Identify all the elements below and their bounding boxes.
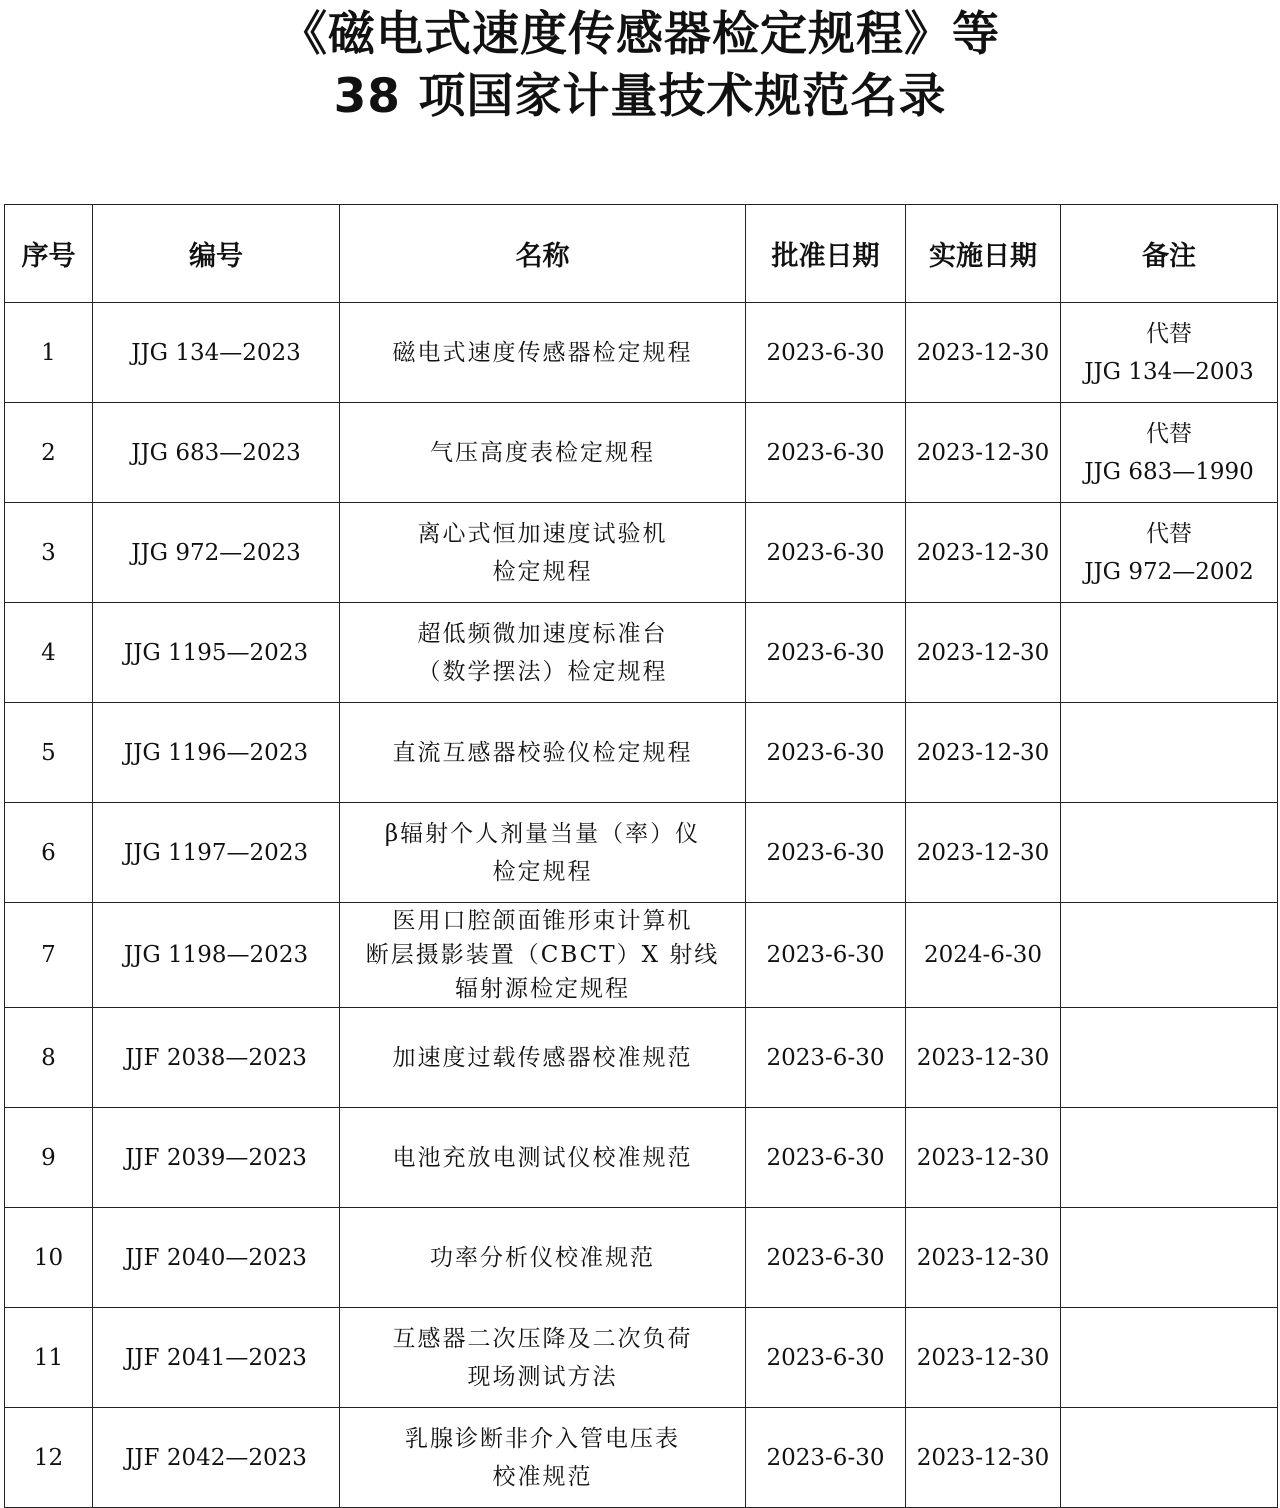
name-cell-line: 超低频微加速度标准台: [417, 620, 668, 647]
header-approval-date: 批准日期: [746, 205, 906, 303]
remarks-cell: [1061, 1408, 1278, 1508]
table-row: [5, 403, 1278, 503]
code-cell: JJG 683—2023: [93, 403, 340, 503]
approval-date-cell: 2023-6-30: [746, 403, 906, 503]
approval-date-cell: 2023-6-30: [746, 1108, 906, 1208]
effective-date-cell: 2023-12-30: [906, 603, 1061, 703]
header-remarks: 备注: [1061, 205, 1278, 303]
name-cell-line: （数学摆法）检定规程: [417, 658, 668, 685]
table-row: [5, 703, 1278, 803]
table-row: [5, 1008, 1278, 1108]
serial-number-cell: 5: [5, 703, 93, 803]
table-row: [5, 903, 1278, 1008]
remarks-cell: [1061, 1208, 1278, 1308]
remarks-cell: [1061, 403, 1278, 503]
approval-date-cell: 2023-6-30: [746, 903, 906, 1008]
approval-date-cell: 2023-6-30: [746, 1408, 906, 1508]
name-cell: [340, 803, 746, 903]
name-cell-line: 功率分析仪校准规范: [430, 1244, 655, 1271]
table-body: [5, 303, 1278, 1508]
table-row: [5, 1308, 1278, 1408]
name-cell: [340, 603, 746, 703]
name-cell-line: 检定规程: [492, 858, 593, 885]
name-cell: [340, 1408, 746, 1508]
effective-date-cell: 2023-12-30: [906, 703, 1061, 803]
effective-date-cell: 2023-12-30: [906, 403, 1061, 503]
remarks-cell-line: JJG 134—2003: [1084, 358, 1254, 385]
name-cell-line: 辐射源检定规程: [455, 976, 630, 1002]
name-cell-line: 断层摄影装置（CBCT）X 射线: [365, 942, 720, 968]
remarks-cell-line: JJG 683—1990: [1084, 458, 1254, 485]
approval-date-cell: 2023-6-30: [746, 303, 906, 403]
table-row: [5, 1108, 1278, 1208]
serial-number-cell: 1: [5, 303, 93, 403]
name-cell-line: 加速度过载传感器校准规范: [392, 1044, 693, 1071]
effective-date-cell: 2023-12-30: [906, 803, 1061, 903]
code-cell: JJG 972—2023: [93, 503, 340, 603]
remarks-cell: [1061, 1308, 1278, 1408]
serial-number-cell: 9: [5, 1108, 93, 1208]
approval-date-cell: 2023-6-30: [746, 1208, 906, 1308]
approval-date-cell: 2023-6-30: [746, 603, 906, 703]
name-cell-line: β辐射个人剂量当量（率）仪: [384, 820, 701, 847]
name-cell: [340, 503, 746, 603]
standards-table: [4, 204, 1278, 1508]
name-cell-line: 磁电式速度传感器检定规程: [392, 339, 693, 366]
name-cell: [340, 1008, 746, 1108]
code-cell: JJG 1198—2023: [93, 903, 340, 1008]
name-cell-line: 检定规程: [492, 558, 593, 585]
effective-date-cell: 2023-12-30: [906, 1408, 1061, 1508]
name-cell: [340, 1208, 746, 1308]
header-effective-date: 实施日期: [906, 205, 1061, 303]
name-cell-line: 互感器二次压降及二次负荷: [392, 1325, 693, 1352]
serial-number-cell: 6: [5, 803, 93, 903]
code-cell: JJG 1196—2023: [93, 703, 340, 803]
name-cell-line: 离心式恒加速度试验机: [417, 520, 668, 547]
name-cell: [340, 903, 746, 1008]
serial-number-cell: 12: [5, 1408, 93, 1508]
table-row: [5, 603, 1278, 703]
effective-date-cell: 2023-12-30: [906, 1008, 1061, 1108]
table-row: [5, 1208, 1278, 1308]
table-row: [5, 503, 1278, 603]
serial-number-cell: 2: [5, 403, 93, 503]
code-cell: JJF 2042—2023: [93, 1408, 340, 1508]
header-code: 编号: [93, 205, 340, 303]
effective-date-cell: 2023-12-30: [906, 1208, 1061, 1308]
remarks-cell-line: 代替: [1146, 320, 1192, 347]
header-serial-number: 序号: [5, 205, 93, 303]
name-cell-line: 乳腺诊断非介入管电压表: [405, 1425, 680, 1452]
serial-number-cell: 7: [5, 903, 93, 1008]
effective-date-cell: 2023-12-30: [906, 503, 1061, 603]
name-cell: [340, 1308, 746, 1408]
name-cell-line: 校准规范: [492, 1463, 593, 1490]
serial-number-cell: 4: [5, 603, 93, 703]
code-cell: JJF 2039—2023: [93, 1108, 340, 1208]
code-cell: JJF 2040—2023: [93, 1208, 340, 1308]
remarks-cell: [1061, 303, 1278, 403]
serial-number-cell: 3: [5, 503, 93, 603]
effective-date-cell: 2023-12-30: [906, 1108, 1061, 1208]
name-cell: [340, 403, 746, 503]
name-cell: [340, 1108, 746, 1208]
remarks-cell: [1061, 1108, 1278, 1208]
table-row: [5, 803, 1278, 903]
name-cell-line: 现场测试方法: [467, 1363, 618, 1390]
name-cell: [340, 303, 746, 403]
name-cell: [340, 703, 746, 803]
remarks-cell-line: 代替: [1146, 520, 1192, 547]
code-cell: JJG 1195—2023: [93, 603, 340, 703]
name-cell-line: 气压高度表检定规程: [430, 439, 655, 466]
effective-date-cell: 2024-6-30: [906, 903, 1061, 1008]
name-cell-line: 直流互感器校验仪检定规程: [392, 739, 693, 766]
remarks-cell: [1061, 1008, 1278, 1108]
remarks-cell-line: JJG 972—2002: [1084, 558, 1254, 585]
document-title: [0, 4, 1280, 128]
serial-number-cell: 10: [5, 1208, 93, 1308]
remarks-cell: [1061, 503, 1278, 603]
table-row: [5, 1408, 1278, 1508]
approval-date-cell: 2023-6-30: [746, 803, 906, 903]
code-cell: JJF 2041—2023: [93, 1308, 340, 1408]
approval-date-cell: 2023-6-30: [746, 503, 906, 603]
title-line-1: 《磁电式速度传感器检定规程》等: [280, 7, 1000, 62]
remarks-cell-line: 代替: [1146, 420, 1192, 447]
title-line-2: 38 项国家计量技术规范名录: [333, 69, 947, 124]
code-cell: JJF 2038—2023: [93, 1008, 340, 1108]
table-header-row: [5, 205, 1278, 303]
name-cell-line: 医用口腔颌面锥形束计算机: [392, 908, 693, 934]
effective-date-cell: 2023-12-30: [906, 303, 1061, 403]
approval-date-cell: 2023-6-30: [746, 1008, 906, 1108]
approval-date-cell: 2023-6-30: [746, 703, 906, 803]
remarks-cell: [1061, 803, 1278, 903]
code-cell: JJG 134—2023: [93, 303, 340, 403]
table-row: [5, 303, 1278, 403]
effective-date-cell: 2023-12-30: [906, 1308, 1061, 1408]
serial-number-cell: 11: [5, 1308, 93, 1408]
approval-date-cell: 2023-6-30: [746, 1308, 906, 1408]
code-cell: JJG 1197—2023: [93, 803, 340, 903]
remarks-cell: [1061, 603, 1278, 703]
serial-number-cell: 8: [5, 1008, 93, 1108]
header-name: 名称: [340, 205, 746, 303]
remarks-cell: [1061, 903, 1278, 1008]
name-cell-line: 电池充放电测试仪校准规范: [392, 1144, 693, 1171]
remarks-cell: [1061, 703, 1278, 803]
